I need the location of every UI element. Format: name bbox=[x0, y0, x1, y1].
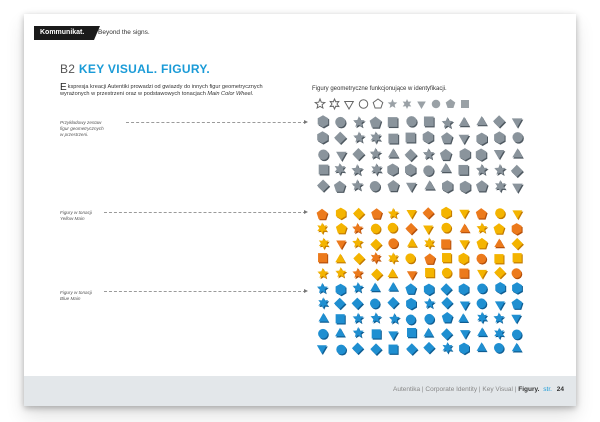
shape-pent bbox=[317, 209, 329, 221]
shape-pent bbox=[476, 180, 489, 192]
shape-pent bbox=[441, 132, 454, 144]
shape-diamond bbox=[423, 342, 435, 355]
shape-tri bbox=[459, 117, 471, 127]
shape-tridown bbox=[477, 270, 488, 280]
shape-tridown bbox=[459, 240, 470, 250]
shape-star bbox=[493, 312, 505, 324]
shape-square bbox=[318, 253, 328, 263]
shape-circle bbox=[371, 224, 382, 235]
arrow-line-blue bbox=[104, 291, 306, 292]
shape-square bbox=[424, 116, 435, 127]
shape-circle bbox=[424, 314, 435, 325]
shape-star6 bbox=[494, 328, 505, 341]
shape-star bbox=[476, 164, 489, 176]
intro-paragraph bbox=[60, 84, 264, 99]
shape-tri bbox=[319, 313, 330, 323]
shape-star6 bbox=[371, 131, 383, 144]
shape-legend-row bbox=[314, 97, 504, 111]
shape-diamond bbox=[441, 283, 453, 296]
shape-tridown bbox=[460, 302, 471, 312]
shape-hex bbox=[512, 223, 523, 236]
label-line: Przykładowy zestaw bbox=[60, 120, 102, 125]
shape-star bbox=[477, 222, 489, 234]
shape-square bbox=[372, 329, 382, 339]
shape-pent bbox=[424, 253, 436, 265]
shape-circle bbox=[318, 150, 329, 162]
shape-tridown bbox=[423, 226, 434, 236]
circle-outline-icon bbox=[359, 100, 368, 109]
shape-circle bbox=[335, 117, 346, 129]
asterisk-icon bbox=[403, 99, 412, 109]
shape-hex bbox=[459, 283, 470, 296]
shape-diamond bbox=[511, 165, 524, 178]
shape-tridown bbox=[459, 135, 471, 145]
shape-circle bbox=[477, 284, 488, 295]
shape-hex bbox=[460, 148, 472, 161]
shape-hex bbox=[476, 133, 488, 146]
shape-diamond bbox=[334, 132, 347, 145]
shape-star bbox=[353, 327, 365, 339]
shape-square bbox=[389, 345, 399, 355]
shape-diamond bbox=[494, 267, 506, 280]
shape-circle bbox=[512, 330, 523, 341]
shape-hex bbox=[494, 131, 506, 144]
shape-star bbox=[352, 179, 365, 191]
shape-tri bbox=[407, 238, 418, 248]
shape-diamond bbox=[353, 253, 365, 266]
shape-circle bbox=[370, 299, 381, 310]
section-name: KEY VISUAL. FIGURY. bbox=[78, 62, 210, 76]
shape-tridown bbox=[336, 241, 347, 251]
shape-hex bbox=[387, 164, 399, 177]
shape-circle bbox=[406, 315, 417, 326]
shape-hex bbox=[459, 343, 470, 356]
shape-diamond bbox=[352, 343, 364, 356]
shape-tri bbox=[388, 148, 400, 158]
shape-diamond bbox=[371, 269, 383, 282]
shape-diamond bbox=[353, 208, 365, 221]
shape-star6 bbox=[371, 252, 382, 265]
shape-star bbox=[371, 312, 383, 324]
shape-star6 bbox=[388, 252, 399, 265]
shape-pent bbox=[405, 283, 417, 295]
shape-star6 bbox=[317, 223, 328, 236]
shape-tri bbox=[494, 239, 505, 249]
shape-hex bbox=[476, 149, 488, 162]
label-gray-set bbox=[60, 120, 104, 138]
triangle-outline-icon bbox=[345, 102, 354, 110]
shape-circle bbox=[336, 345, 347, 356]
shape-diamond bbox=[370, 239, 382, 252]
arrow-line-gray bbox=[126, 122, 306, 123]
section-number: B2 bbox=[60, 62, 76, 76]
shape-star6 bbox=[319, 238, 330, 251]
shape-tri bbox=[477, 327, 488, 337]
shape-star bbox=[352, 223, 364, 235]
shape-hex bbox=[441, 207, 452, 220]
shape-circle bbox=[370, 181, 381, 193]
shape-pent bbox=[476, 208, 488, 220]
shape-square bbox=[336, 314, 346, 324]
star-outline-icon bbox=[315, 99, 325, 108]
shape-tri bbox=[335, 328, 346, 338]
shape-tridown bbox=[406, 183, 418, 193]
shape-star bbox=[424, 298, 436, 310]
shape-square bbox=[406, 133, 417, 144]
shape-diamond bbox=[370, 343, 382, 356]
footer-page-number: 24 bbox=[556, 386, 564, 393]
shapes-heading: Figury geometryczne funkcjonujące w identyfikacji. bbox=[312, 86, 447, 92]
shape-tri bbox=[335, 254, 346, 264]
triangle-filled-icon bbox=[417, 102, 426, 110]
shape-pent bbox=[512, 298, 524, 310]
shape-square bbox=[407, 328, 417, 338]
arrow-head-icon bbox=[304, 210, 308, 214]
arrow-line-yellow bbox=[104, 212, 306, 213]
shape-diamond bbox=[352, 148, 365, 161]
intro-italic: Main Color Wheel. bbox=[207, 91, 254, 98]
shape-circle bbox=[512, 268, 523, 279]
shape-hex bbox=[512, 282, 523, 295]
shape-tridown bbox=[407, 271, 418, 281]
shape-star bbox=[317, 283, 329, 295]
star-filled-icon bbox=[388, 99, 398, 108]
shape-star bbox=[494, 164, 507, 176]
shape-hex bbox=[318, 115, 330, 128]
star-outline-icon bbox=[330, 99, 339, 109]
shape-tridown bbox=[495, 301, 506, 311]
shape-hex bbox=[405, 164, 417, 177]
label-line: figur geometrycznych bbox=[60, 126, 104, 131]
shape-star6 bbox=[371, 163, 383, 176]
shape-pent bbox=[477, 238, 489, 250]
shape-diamond bbox=[406, 343, 418, 356]
shape-circle bbox=[477, 298, 488, 309]
shape-pent bbox=[371, 208, 383, 220]
label-line: Figury w tonacji bbox=[60, 210, 92, 215]
shape-diamond bbox=[334, 298, 346, 311]
shape-square bbox=[388, 134, 399, 145]
shape-star6 bbox=[335, 163, 347, 176]
label-line: Yellow Main bbox=[60, 216, 85, 221]
gray-shapes-grid bbox=[314, 114, 526, 194]
shape-diamond bbox=[352, 298, 364, 311]
shape-diamond bbox=[493, 115, 506, 128]
shape-tridown bbox=[460, 330, 471, 340]
shape-tridown bbox=[512, 210, 523, 220]
shape-tridown bbox=[407, 210, 418, 220]
shape-star6 bbox=[318, 297, 329, 310]
intro-lead-letter: E bbox=[60, 82, 67, 93]
shape-diamond bbox=[317, 180, 330, 193]
shape-circle bbox=[494, 343, 505, 354]
shape-circle bbox=[441, 223, 452, 234]
shape-square bbox=[425, 268, 435, 278]
shape-circle bbox=[476, 254, 487, 265]
shape-pent bbox=[388, 180, 401, 192]
shape-circle bbox=[512, 132, 523, 144]
shape-tridown bbox=[317, 345, 328, 355]
shape-star bbox=[370, 148, 383, 160]
shape-circle bbox=[405, 253, 416, 264]
shape-star bbox=[335, 267, 347, 279]
shape-tri bbox=[458, 313, 469, 323]
shape-square bbox=[513, 253, 523, 263]
shape-square bbox=[388, 117, 399, 128]
shape-hex bbox=[406, 298, 417, 311]
arrow-head-icon bbox=[304, 289, 308, 293]
shape-hex bbox=[336, 284, 347, 297]
shape-diamond bbox=[441, 328, 453, 341]
shape-tri bbox=[370, 283, 381, 293]
shape-hex bbox=[495, 282, 506, 295]
shape-circle bbox=[442, 268, 453, 279]
shape-star bbox=[353, 131, 366, 143]
shape-star bbox=[423, 148, 436, 160]
shape-hex bbox=[423, 131, 435, 144]
pentagon-filled-icon bbox=[446, 99, 456, 108]
shape-hex bbox=[459, 253, 470, 266]
footer-text bbox=[393, 386, 564, 393]
shape-circle bbox=[388, 223, 399, 234]
shape-tri bbox=[477, 342, 488, 352]
shape-diamond bbox=[405, 149, 418, 162]
shape-hex bbox=[460, 181, 472, 194]
shape-circle bbox=[495, 208, 506, 219]
shape-tri bbox=[460, 224, 471, 234]
shape-pent bbox=[336, 223, 348, 235]
shape-pent bbox=[442, 312, 454, 324]
shape-pent bbox=[370, 117, 383, 129]
color-shapes-grid bbox=[314, 206, 526, 356]
shape-star bbox=[352, 237, 364, 249]
label-blue-set bbox=[60, 290, 92, 302]
shape-star bbox=[352, 268, 364, 280]
shape-square bbox=[459, 269, 469, 279]
shape-diamond bbox=[423, 207, 435, 220]
shape-hex bbox=[424, 284, 435, 297]
footer-bar bbox=[24, 376, 576, 406]
shape-star6 bbox=[424, 237, 435, 250]
shape-square bbox=[442, 253, 452, 263]
label-line: w przestrzeni. bbox=[60, 132, 89, 137]
shape-circle bbox=[423, 165, 434, 177]
shape-tri bbox=[424, 328, 435, 338]
shape-pent bbox=[494, 223, 506, 235]
shape-hex bbox=[442, 180, 454, 193]
shape-star bbox=[351, 164, 364, 176]
shape-pent bbox=[440, 149, 453, 161]
intro-text: kspresja kreacji Autentiki prowadzi od gwiazdy do innych figur geometrycznych wyrażonych w przestrzeni oraz w podstawowych tonacjach bbox=[60, 84, 263, 98]
shape-star bbox=[442, 117, 455, 129]
shape-tri bbox=[512, 343, 523, 353]
shape-hex bbox=[317, 131, 329, 144]
arrow-head-icon bbox=[304, 120, 308, 124]
shape-tridown bbox=[459, 210, 470, 220]
shape-diamond bbox=[512, 238, 524, 251]
label-line: Blue Main bbox=[60, 296, 81, 301]
shape-tri bbox=[388, 269, 399, 279]
shape-square bbox=[494, 254, 504, 264]
booklet-page bbox=[24, 14, 576, 406]
shape-star bbox=[353, 116, 366, 128]
shape-tridown bbox=[511, 315, 522, 325]
shape-diamond bbox=[405, 223, 417, 236]
shape-diamond bbox=[387, 297, 399, 310]
shape-tri bbox=[512, 148, 524, 158]
shape-tridown bbox=[512, 184, 524, 194]
tagline: Beyond the signs. bbox=[98, 29, 150, 36]
section-title bbox=[60, 62, 210, 76]
shape-circle bbox=[318, 329, 329, 340]
pentagon-outline-icon bbox=[373, 99, 383, 108]
shape-square bbox=[441, 239, 451, 249]
shape-circle bbox=[388, 238, 399, 249]
footer-current: Figury. bbox=[518, 386, 540, 393]
shape-pent bbox=[334, 181, 347, 193]
shape-hex bbox=[336, 208, 347, 221]
shape-star6 bbox=[477, 312, 488, 325]
shape-tri bbox=[424, 180, 436, 190]
shape-tridown bbox=[512, 118, 524, 128]
label-line: Figury w tonacji bbox=[60, 290, 92, 295]
shape-star bbox=[353, 282, 365, 294]
shape-star bbox=[317, 268, 329, 280]
shape-circle bbox=[406, 116, 417, 128]
shape-tridown bbox=[494, 150, 506, 160]
shape-star6 bbox=[443, 342, 454, 355]
shape-star6 bbox=[495, 180, 507, 193]
square-filled-icon bbox=[461, 100, 469, 108]
circle-filled-icon bbox=[432, 100, 441, 109]
shape-star bbox=[353, 313, 365, 325]
label-yellow-set bbox=[60, 210, 92, 222]
brand-tab: Kommunikat. bbox=[34, 26, 94, 40]
shape-square bbox=[458, 165, 469, 176]
shape-tridown bbox=[336, 152, 348, 162]
shape-tri bbox=[476, 116, 488, 126]
shape-diamond bbox=[441, 297, 453, 310]
shape-star bbox=[388, 208, 400, 220]
shape-star bbox=[389, 313, 401, 325]
shape-tri bbox=[441, 163, 453, 173]
footer-page-label: str. bbox=[543, 386, 552, 393]
shape-tridown bbox=[388, 331, 399, 341]
footer-breadcrumb: Autentika | Corporate Identity | Key Visual | bbox=[393, 386, 517, 393]
shape-tri bbox=[388, 282, 399, 292]
shape-square bbox=[319, 165, 330, 176]
